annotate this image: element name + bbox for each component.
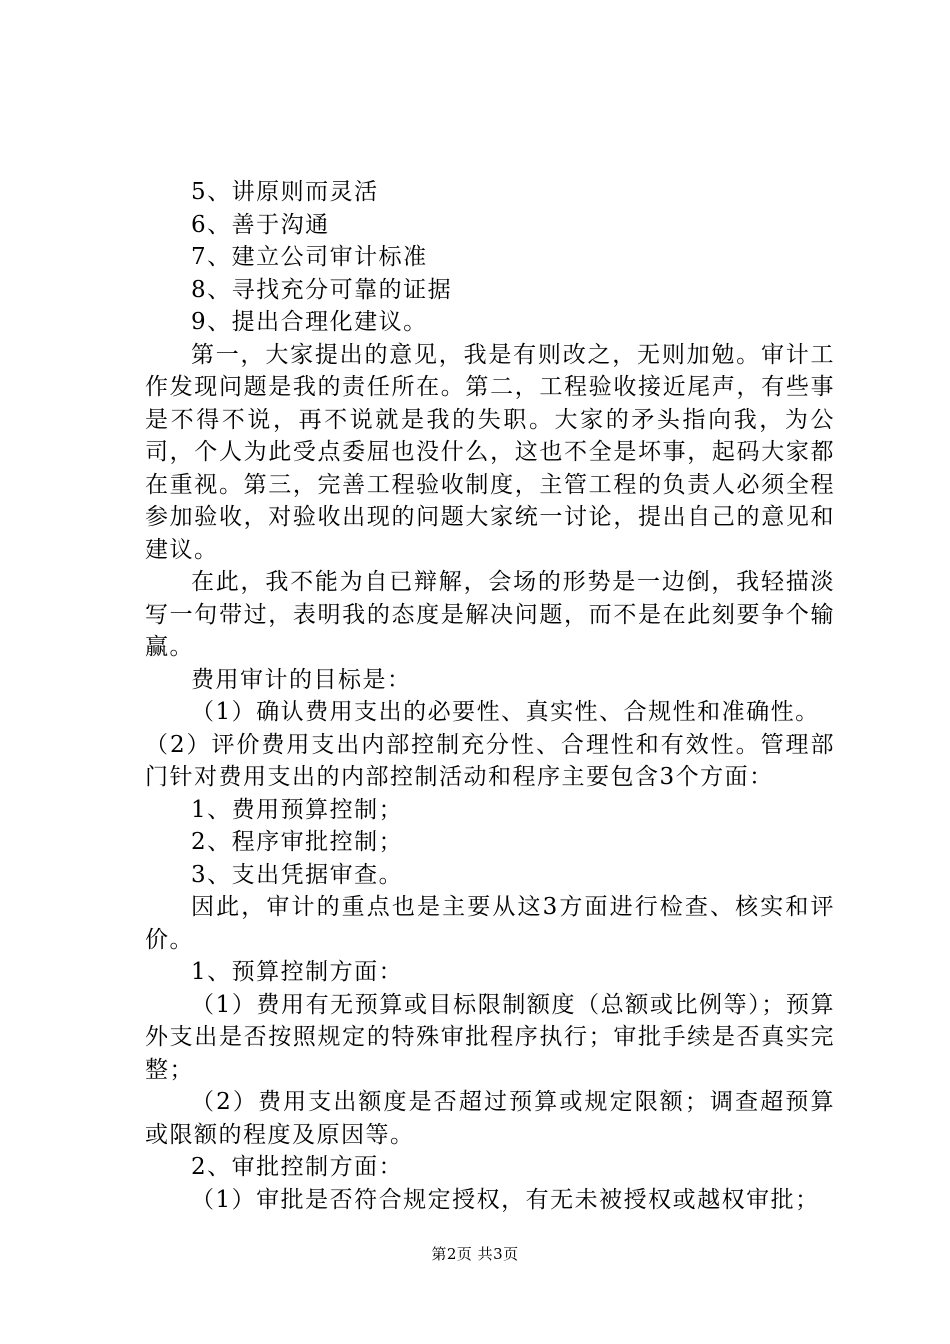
paragraph-list-item-5: 5、讲原则而灵活 xyxy=(191,179,379,205)
paragraph-budget-item-1: （1）费用有无预算或目标限制额度（总额或比例等）；预算外支出是否按照规定的特殊审批程序执行；审批手续是否真实完整； xyxy=(145,991,835,1083)
paragraph-control-2: 2、程序审批控制； xyxy=(191,829,404,855)
paragraph-self-defense: 在此，我不能为自已辩解，会场的形势是一边倒，我轻描淡写一句带过，表明我的态度是解决问题，而不是在此刻要争个输赢。 xyxy=(145,569,835,660)
paragraph-audit-goals-heading: 费用审计的目标是： xyxy=(191,666,412,693)
paragraph-budget-heading: 1、预算控制方面： xyxy=(191,959,404,985)
paragraph-audit-focus: 因此，审计的重点也是主要从这3方面进行检查、核实和评价。 xyxy=(145,894,835,953)
paragraph-list-item-9: 9、提出合理化建议。 xyxy=(191,309,428,335)
paragraph-budget-item-2: （2）费用支出额度是否超过预算或规定限额；调查超预算或限额的程度及原因等。 xyxy=(145,1089,835,1148)
page-footer xyxy=(0,1244,950,1264)
paragraph-list-item-6: 6、善于沟通 xyxy=(191,211,330,238)
paragraph-approval-heading: 2、审批控制方面： xyxy=(191,1154,404,1180)
paragraph-control-3: 3、支出凭据审查。 xyxy=(191,861,404,888)
paragraph-list-item-8: 8、寻找充分可靠的证据 xyxy=(191,276,453,303)
paragraph-goal-2: （2）评价费用支出内部控制充分性、合理性和有效性。管理部门针对费用支出的内部控制活动和程序主要包含3个方面： xyxy=(145,731,835,790)
page-number-label: 第2页 共3页 xyxy=(431,1245,519,1263)
paragraph-list-item-7: 7、建立公司审计标准 xyxy=(191,244,428,270)
paragraph-goal-1: （1）确认费用支出的必要性、真实性、合规性和准确性。 xyxy=(191,699,820,725)
document-body xyxy=(145,176,835,1216)
paragraph-approval-item-1: （1）审批是否符合规定授权，有无未被授权或越权审批； xyxy=(191,1186,820,1213)
paragraph-control-1: 1、费用预算控制； xyxy=(191,796,404,823)
paragraph-response-opinions: 第一，大家提出的意见，我是有则改之，无则加勉。审计工作发现问题是我的责任所在。第二，工程验收接近尾声，有些事是不得不说，再不说就是我的失职。大家的矛头指向我，为公司，个人为此受点委屈也没什么，这也不全是坏事，起码大家都在重视。第三，完善工程验收制度，主管工程的负责人必须全程参加验收，对验收出现的问题大家统一讨论，提出自己的意见和建议。 xyxy=(145,341,835,563)
